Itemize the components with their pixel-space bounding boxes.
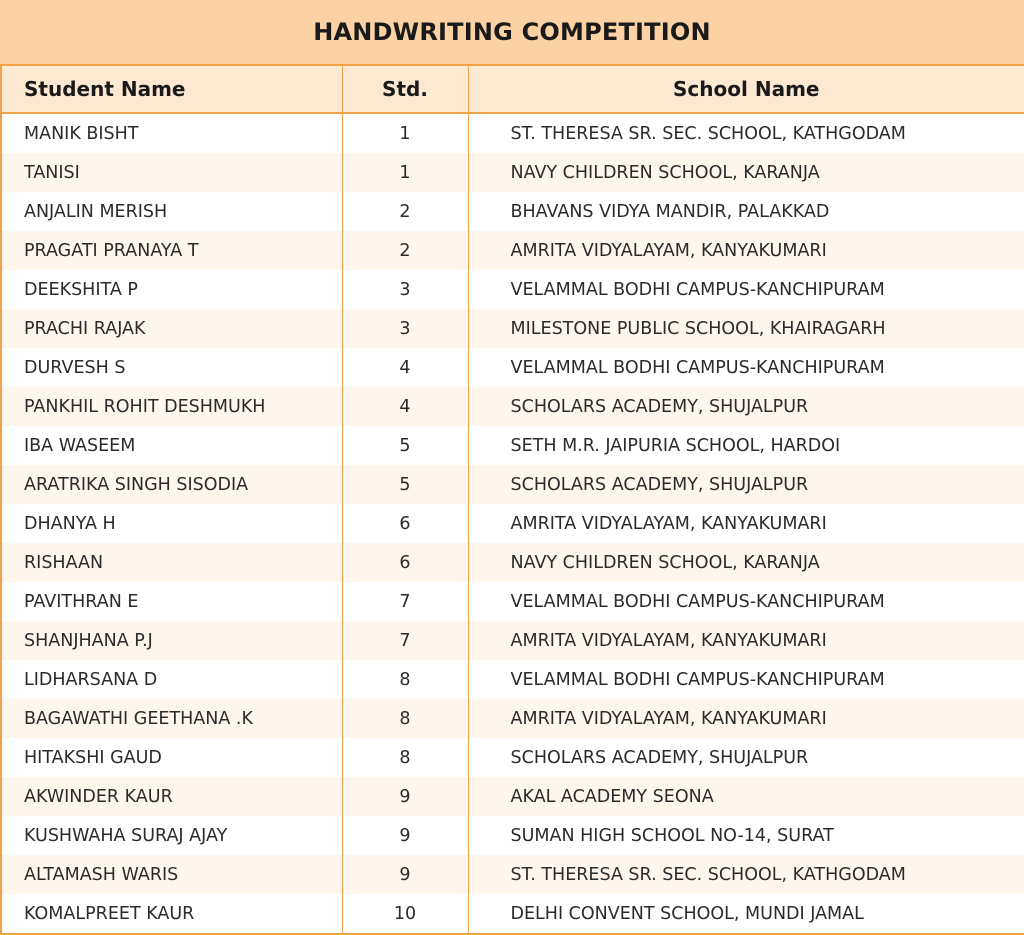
student-name-cell: ALTAMASH WARIS xyxy=(1,855,342,894)
std-cell: 1 xyxy=(342,153,468,192)
school-name-cell: VELAMMAL BODHI CAMPUS-KANCHIPURAM xyxy=(468,270,1024,309)
student-name-cell: DEEKSHITA P xyxy=(24,279,138,300)
student-name-cell: DURVESH S xyxy=(24,357,126,378)
std-cell: 7 xyxy=(342,621,468,660)
table-row xyxy=(1,738,1024,777)
student-name-cell: SHANJHANA P.J xyxy=(1,621,342,660)
table-row xyxy=(1,270,1024,309)
std-cell: 3 xyxy=(342,270,468,309)
table-row xyxy=(1,113,1024,153)
student-name-cell: RISHAAN xyxy=(1,543,342,582)
std-cell: 5 xyxy=(342,426,468,465)
std-cell: 4 xyxy=(342,348,468,387)
student-name-cell: BAGAWATHI GEETHANA .K xyxy=(1,699,342,738)
std-cell: 4 xyxy=(342,387,468,426)
column-header-student-name: Student Name xyxy=(1,65,342,113)
school-name-cell: BHAVANS VIDYA MANDIR, PALAKKAD xyxy=(468,192,1024,231)
student-name-cell: PRACHI RAJAK xyxy=(1,309,342,348)
school-name-cell: VELAMMAL BODHI CAMPUS-KANCHIPURAM xyxy=(468,348,1024,387)
school-name-cell: SCHOLARS ACADEMY, SHUJALPUR xyxy=(468,387,1024,426)
table-row xyxy=(1,309,1024,348)
school-name-cell: AKAL ACADEMY SEONA xyxy=(468,777,1024,816)
student-name-cell: DHANYA H xyxy=(24,513,116,534)
student-name-cell: PANKHIL ROHIT DESHMUKH xyxy=(1,387,342,426)
std-cell: 9 xyxy=(342,816,468,855)
student-name-cell: AKWINDER KAUR xyxy=(1,777,342,816)
table-row xyxy=(1,699,1024,738)
column-header-std: Std. xyxy=(342,65,468,113)
school-name-cell: SCHOLARS ACADEMY, SHUJALPUR xyxy=(468,465,1024,504)
std-cell: 2 xyxy=(342,231,468,270)
std-cell: 9 xyxy=(342,777,468,816)
std-cell: 7 xyxy=(342,582,468,621)
school-name-cell: ST. THERESA SR. SEC. SCHOOL, KATHGODAM xyxy=(468,855,1024,894)
school-name-cell: VELAMMAL BODHI CAMPUS-KANCHIPURAM xyxy=(468,660,1024,699)
results-table xyxy=(0,64,1024,935)
table-row xyxy=(1,816,1024,855)
std-cell: 2 xyxy=(342,192,468,231)
school-name-cell: ST. THERESA SR. SEC. SCHOOL, KATHGODAM xyxy=(468,113,1024,153)
table-row xyxy=(1,426,1024,465)
student-name-cell: MANIK BISHT xyxy=(24,123,139,144)
school-name-cell: AMRITA VIDYALAYAM, KANYAKUMARI xyxy=(468,504,1024,543)
student-name-cell: PRAGATI PRANAYA T xyxy=(1,231,342,270)
column-header-school-name: School Name xyxy=(468,65,1024,113)
student-name-cell: LIDHARSANA D xyxy=(24,669,158,690)
table-row xyxy=(1,387,1024,426)
school-name-cell: NAVY CHILDREN SCHOOL, KARANJA xyxy=(468,153,1024,192)
table-row xyxy=(1,465,1024,504)
school-name-cell: SCHOLARS ACADEMY, SHUJALPUR xyxy=(468,738,1024,777)
table-row xyxy=(1,894,1024,934)
student-name-cell: IBA WASEEM xyxy=(24,435,136,456)
table-row xyxy=(1,348,1024,387)
table-row xyxy=(1,660,1024,699)
std-cell: 1 xyxy=(342,113,468,153)
table-row xyxy=(1,621,1024,660)
school-name-cell: AMRITA VIDYALAYAM, KANYAKUMARI xyxy=(468,231,1024,270)
student-name-cell: KUSHWAHA SURAJ AJAY xyxy=(24,825,228,846)
school-name-cell: SETH M.R. JAIPURIA SCHOOL, HARDOI xyxy=(468,426,1024,465)
table-header xyxy=(1,65,1024,113)
table-row xyxy=(1,543,1024,582)
school-name-cell: AMRITA VIDYALAYAM, KANYAKUMARI xyxy=(468,699,1024,738)
std-cell: 6 xyxy=(342,543,468,582)
student-name-cell: TANISI xyxy=(1,153,342,192)
table-row xyxy=(1,192,1024,231)
table-row xyxy=(1,153,1024,192)
std-cell: 8 xyxy=(342,738,468,777)
school-name-cell: VELAMMAL BODHI CAMPUS-KANCHIPURAM xyxy=(468,582,1024,621)
student-name-cell: PAVITHRAN E xyxy=(24,591,139,612)
table-row xyxy=(1,231,1024,270)
table-row xyxy=(1,504,1024,543)
table-body xyxy=(1,113,1024,934)
student-name-cell: ANJALIN MERISH xyxy=(24,201,168,222)
student-name-cell: ARATRIKA SINGH SISODIA xyxy=(1,465,342,504)
std-cell: 3 xyxy=(342,309,468,348)
std-cell: 9 xyxy=(342,855,468,894)
std-cell: 6 xyxy=(342,504,468,543)
school-name-cell: MILESTONE PUBLIC SCHOOL, KHAIRAGARH xyxy=(468,309,1024,348)
std-cell: 5 xyxy=(342,465,468,504)
school-name-cell: AMRITA VIDYALAYAM, KANYAKUMARI xyxy=(468,621,1024,660)
table-row xyxy=(1,855,1024,894)
std-cell: 8 xyxy=(342,699,468,738)
std-cell: 10 xyxy=(342,894,468,934)
student-name-cell: KOMALPREET KAUR xyxy=(24,903,195,924)
school-name-cell: NAVY CHILDREN SCHOOL, KARANJA xyxy=(468,543,1024,582)
student-name-cell: HITAKSHI GAUD xyxy=(24,747,162,768)
table-row xyxy=(1,777,1024,816)
school-name-cell: SUMAN HIGH SCHOOL NO-14, SURAT xyxy=(468,816,1024,855)
page-title: HANDWRITING COMPETITION xyxy=(0,0,1024,64)
std-cell: 8 xyxy=(342,660,468,699)
school-name-cell: DELHI CONVENT SCHOOL, MUNDI JAMAL xyxy=(468,894,1024,934)
header-row xyxy=(1,65,1024,113)
table-row xyxy=(1,582,1024,621)
